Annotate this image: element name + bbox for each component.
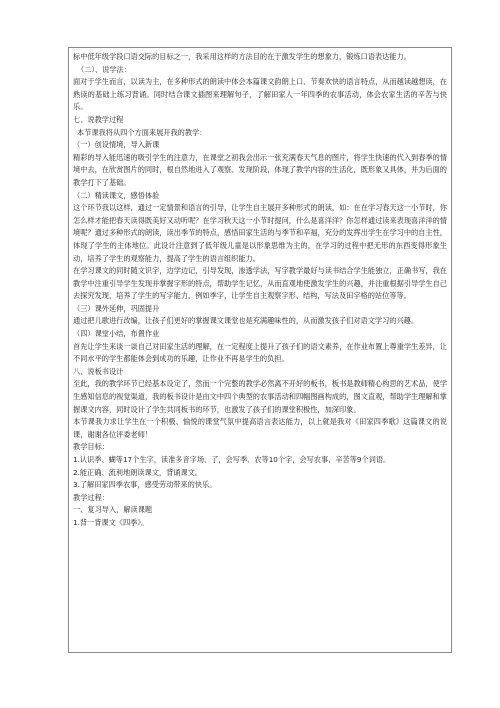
heading-section-2: （二）精读课文，感悟体验 [73,190,160,200]
heading-board-design: 八、说板书设计 [73,366,124,376]
heading-teaching-process: 七、说教学过程 [73,114,124,124]
heading-teaching-steps: 教学过程： [73,492,109,502]
heading-section-4: （四）课堂小结，布置作业 [73,329,160,339]
paragraph-section-3: 通过把儿歌进行改编，让孩子们更好的掌握课文课堂也是充满趣味性的，从而激发孩子们对语文学习的兴趣。 [73,316,419,326]
step-1-item: 1.背一背课文《四季》。 [73,517,149,527]
paragraph-1: 标中低年级学段口语交际的目标之一，我采用这样的方法目的在于激发学生的想象力，锻炼口语表达能力。 [73,52,411,61]
paragraph-board-design: 至此，我的教学环节已经基本设定了，然而一个完整的教学必然离不开好的板书，板书是教师精心构思的艺术品，使学生感知信息的视觉渠道，我的板书设计是由文中四个典型的农事活动和四幅图画构成的，图文直观，帮助学生理解和掌握课文内容，同时设计了学生共同板书的环节，也激发了孩子们的课堂积极性，加深印象。 [73,379,447,414]
heading-section-3: （三）课外延伸，巩固提升 [73,303,160,313]
step-1-heading: 一、复习导入，解读课题 [73,505,153,515]
document-page [68,47,452,653]
goal-3: 3.了解田家四季农事，感受劳动带来的快乐。 [73,480,217,490]
paragraph-section-4: 首先让学生来谈一谈自己对田家生活的理解，在一定程度上提升了孩子们的语文素养，在作业布置上尊重学生差异，让不同水平的学生都能体会到成功的乐趣，让作业不再是学生的负担。 [73,341,447,364]
heading-teaching-goals: 教学目标： [73,442,109,452]
heading-learning-method: （二）、说学法： [77,64,131,74]
paragraph-section-2-a: 这个环节我以这样，通过一定情景和语言的引导，让学生自主展开多种形式的朗读，如：在在学习春天这一小节时，你怎么样才能把春天读得既美好又动听呢？在学习秋天这一小节时提问，什么是喜洋洋？你怎样通过读来表现喜洋洋的情境呢？通过多种形式的朗读，读出季节的特点，感悟田家生活的与季节和辛福，充分的发挥出学生在学习中的自主性，体现了学生的主体地位。此设计注意到了低年级儿童是以形象思维为主的，在学习的过程中把无形的东西变得形象生动，培养了学生的观察能力，提高了学生的语言组织能力。 [73,203,447,263]
paragraph-closing: 本节课我力求让学生在一个积极、愉悦的课堂气氛中提高语言表达能力，以上就是我对《田家四季歌》这篇课文的说课，谢谢各位评委老师！ [73,417,447,439]
paragraph-four-aspects: 本节课我将从四个方面来展开我的教学： [77,127,207,137]
heading-section-1: （一）创设情境，导入新课 [73,140,160,150]
goal-2: 2.能正确、流利地朗读课文，背诵课文。 [73,467,203,477]
paragraph-section-1: 精彩的导入能迅速的吸引学生的注意力，在课堂之初我会出示一张充满春天气息的图片，将学生快速的代入到春季的情境中去，在欣赏图片的同时，根自然地进入了观察、发现阶段，体现了教学内容的生活化，既形象又具体，并为后面的教学打下了基础。 [73,152,447,187]
paragraph-section-2-b: 在学习课文的同时随文识字，边学边记，引导发现，渗透学法，写字教学最好与读书结合学生能独立，正确书写，我在教学中注重引导学生发现并掌握字形的特点，帮助学生记忆，从而直观地使激发学生的兴趣，并注重根据引导学生自己去探究发现，培养了学生的写字能力，例如季字，让学生自主观察字形、结构，写法及田字格的站位等等。 [73,266,447,301]
paragraph-learning-method: 面对于学生而言，以读为主，在多种形式的朗读中体会本篇课文韵朗上口、节奏欢快的语言特点，从而越读越想读，在熟读的基础上练习背诵。同时结合课文插图来理解句子，了解田家人一年四季的农事活动，体会农家生活的辛苦与快乐。 [73,77,447,112]
goal-1: 1.认识季、蝴等17个生字，读准多音字场、了，会写季、农等10个字，会写农事、辛苦等9个词语。 [73,455,391,464]
